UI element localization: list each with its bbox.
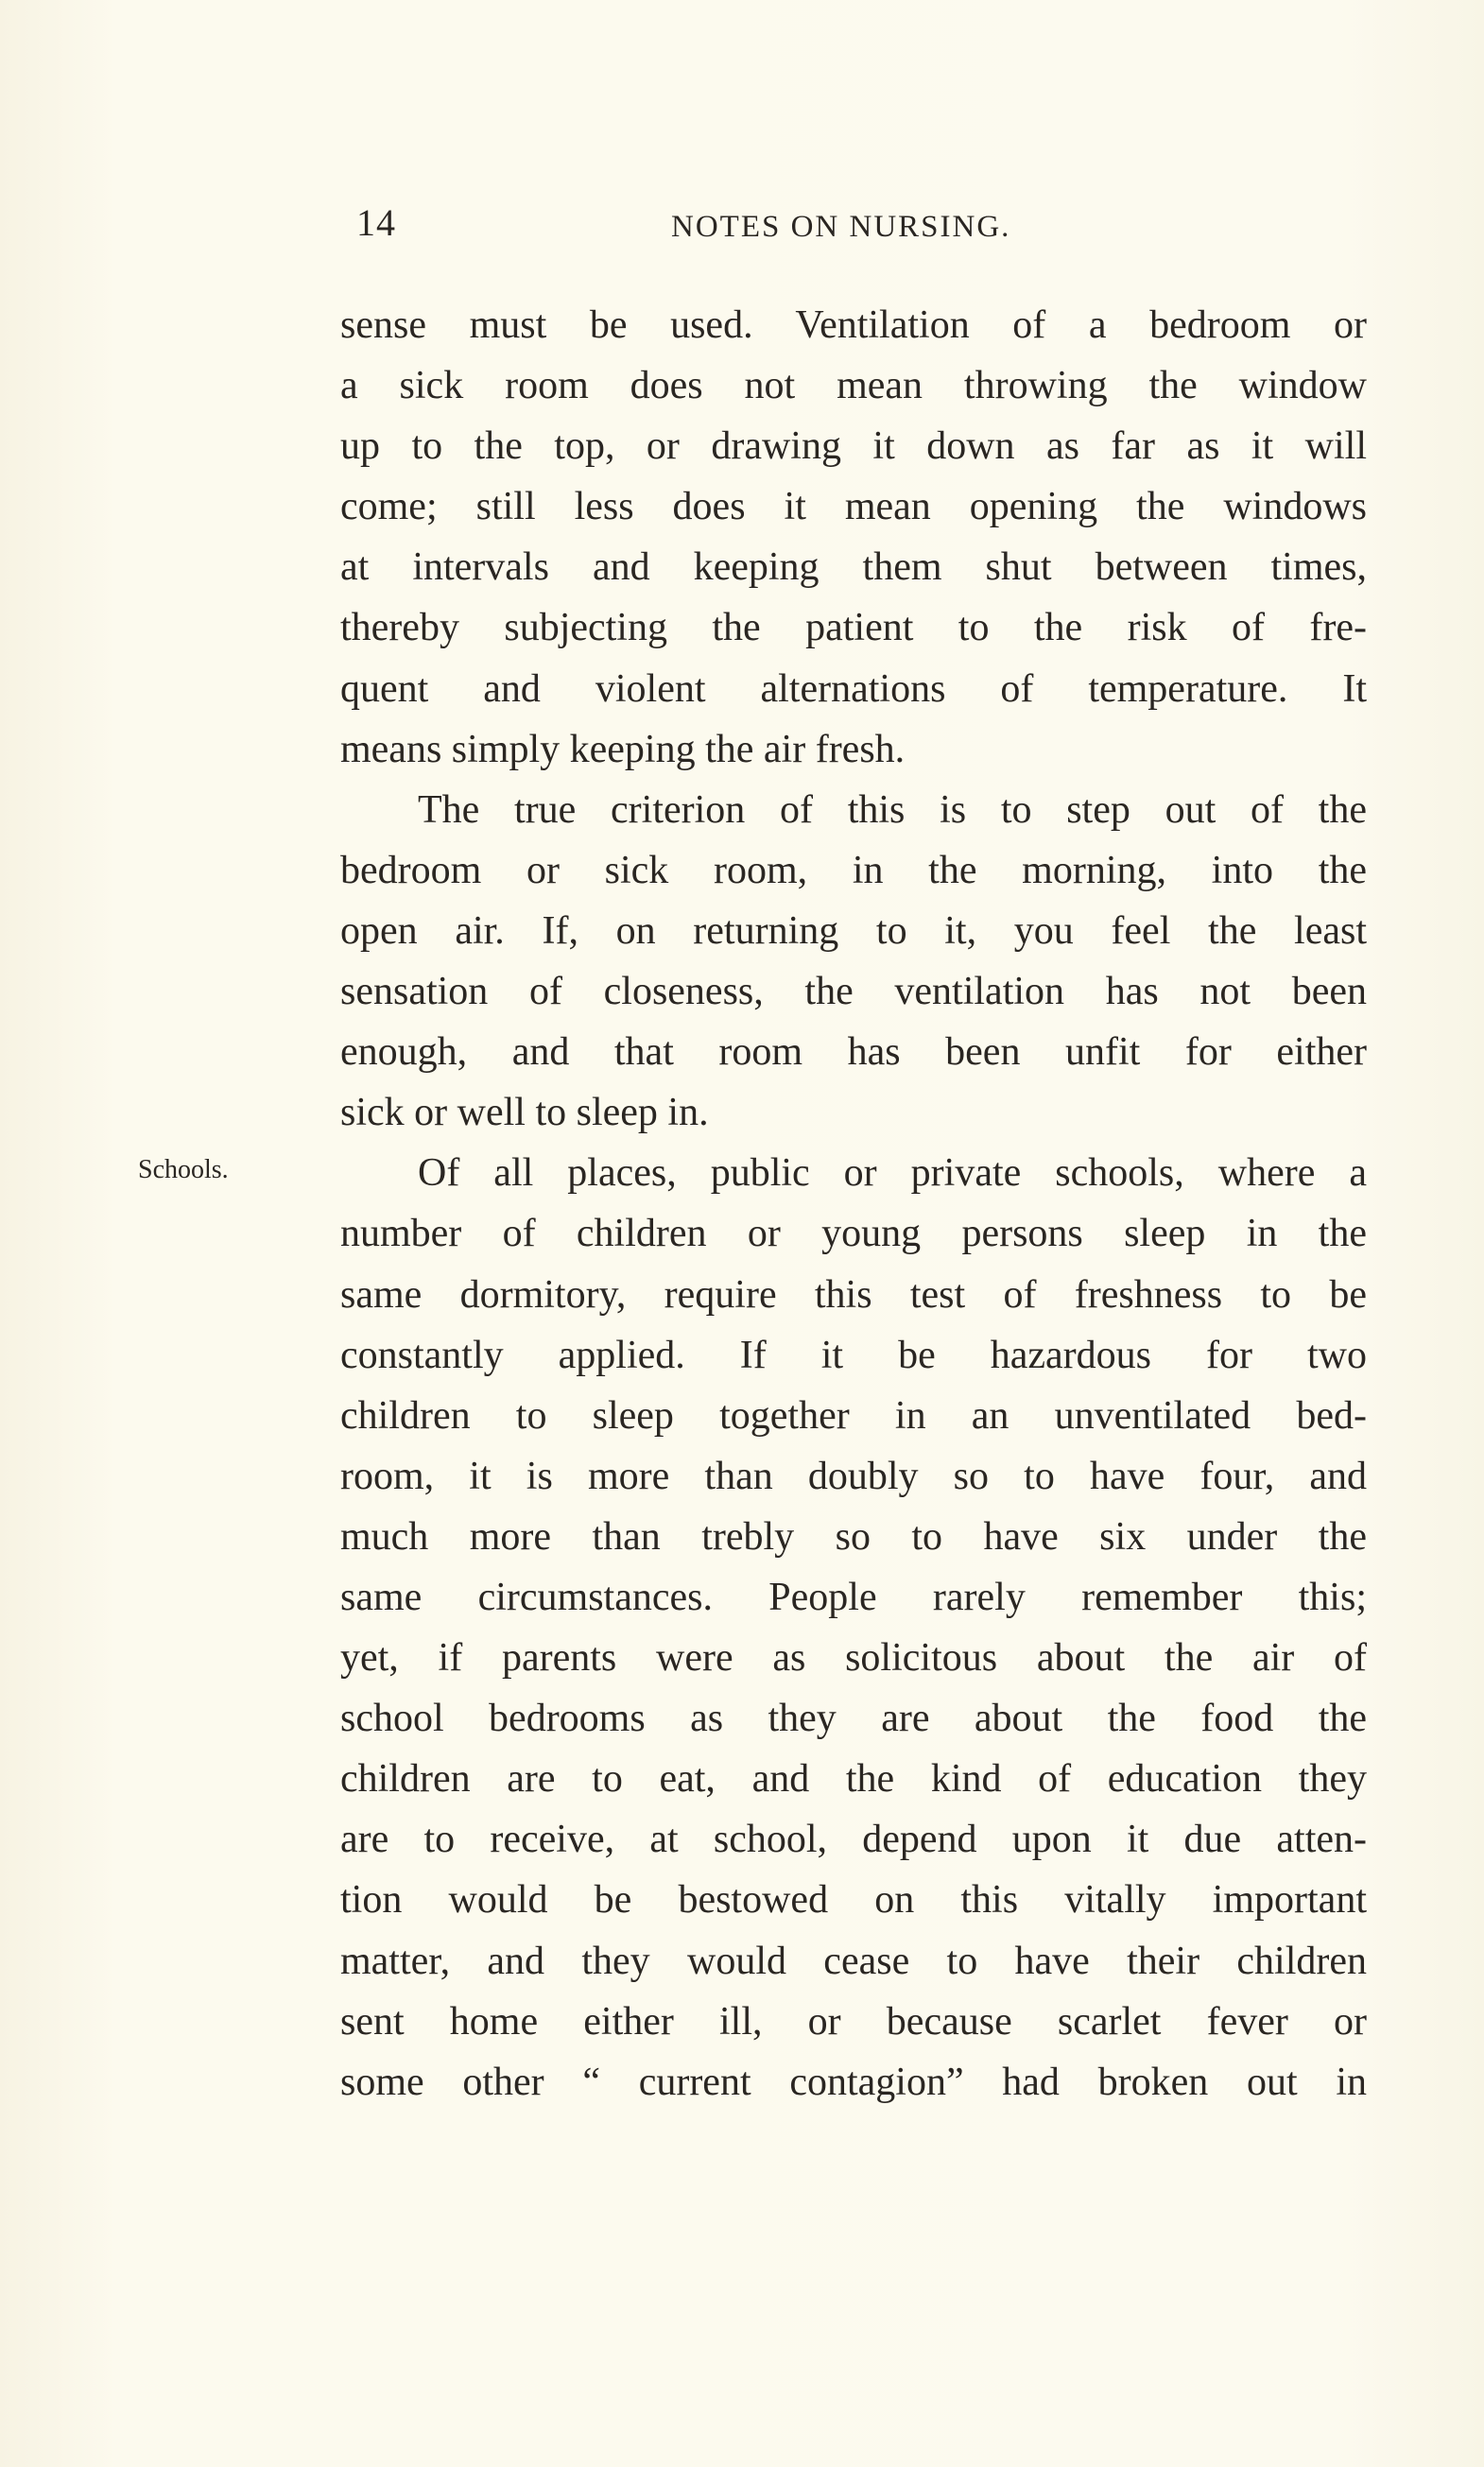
text-line: up to the top, or drawing it down as far as it will (340, 424, 1367, 469)
text-line: at intervals and keeping them shut between times, (340, 545, 1367, 590)
text-line: constantly applied. If it be hazardous for two (340, 1333, 1367, 1377)
text-line: same dormitory, require this test of freshness to be (340, 1272, 1367, 1317)
body-text (340, 295, 1367, 2113)
text-line: school bedrooms as they are about the food the (340, 1697, 1367, 1741)
text-line: number of children or young persons sleep in the (340, 1212, 1367, 1256)
page-number: 14 (356, 201, 396, 244)
text-line: sick or well to sleep in. (340, 1091, 709, 1135)
text-line: bedroom or sick room, in the morning, into the (340, 848, 1367, 892)
text-line: children are to eat, and the kind of education they (340, 1757, 1367, 1802)
text-line: matter, and they would cease to have their children (340, 1939, 1367, 1983)
text-line: quent and violent alternations of temperature. It (340, 666, 1367, 711)
text-line: some other “ current contagion” had broken out in (340, 2060, 1367, 2104)
text-line: a sick room does not mean throwing the window (340, 364, 1367, 408)
text-line: The true criterion of this is to step out of the (418, 787, 1367, 832)
text-line: yet, if parents were as solicitous about the air of (340, 1636, 1367, 1681)
text-line: are to receive, at school, depend upon it due atten- (340, 1818, 1367, 1862)
text-line: sensation of closeness, the ventilation has not been (340, 970, 1367, 1014)
text-line: sent home either ill, or because scarlet fever or (340, 1999, 1367, 2044)
text-line: children to sleep together in an unventilated bed- (340, 1393, 1367, 1438)
text-line: much more than trebly so to have six under the (340, 1514, 1367, 1559)
text-line: Of all places, public or private schools, where a (418, 1151, 1367, 1196)
text-line: come; still less does it mean opening the windows (340, 485, 1367, 529)
text-line: sense must be used. Ventilation of a bedroom or (340, 303, 1367, 347)
text-line: thereby subjecting the patient to the risk of fre- (340, 606, 1367, 650)
running-head: NOTES ON NURSING. (671, 210, 1011, 244)
margin-note-schools: Schools. (138, 1155, 229, 1184)
text-line: same circumstances. People rarely remember this; (340, 1575, 1367, 1619)
text-line: means simply keeping the air fresh. (340, 727, 906, 771)
text-line: open air. If, on returning to it, you feel the least (340, 908, 1367, 953)
text-line: tion would be bestowed on this vitally important (340, 1878, 1367, 1923)
text-line: enough, and that room has been unfit for either (340, 1030, 1367, 1075)
text-line: room, it is more than doubly so to have four, and (340, 1454, 1367, 1498)
